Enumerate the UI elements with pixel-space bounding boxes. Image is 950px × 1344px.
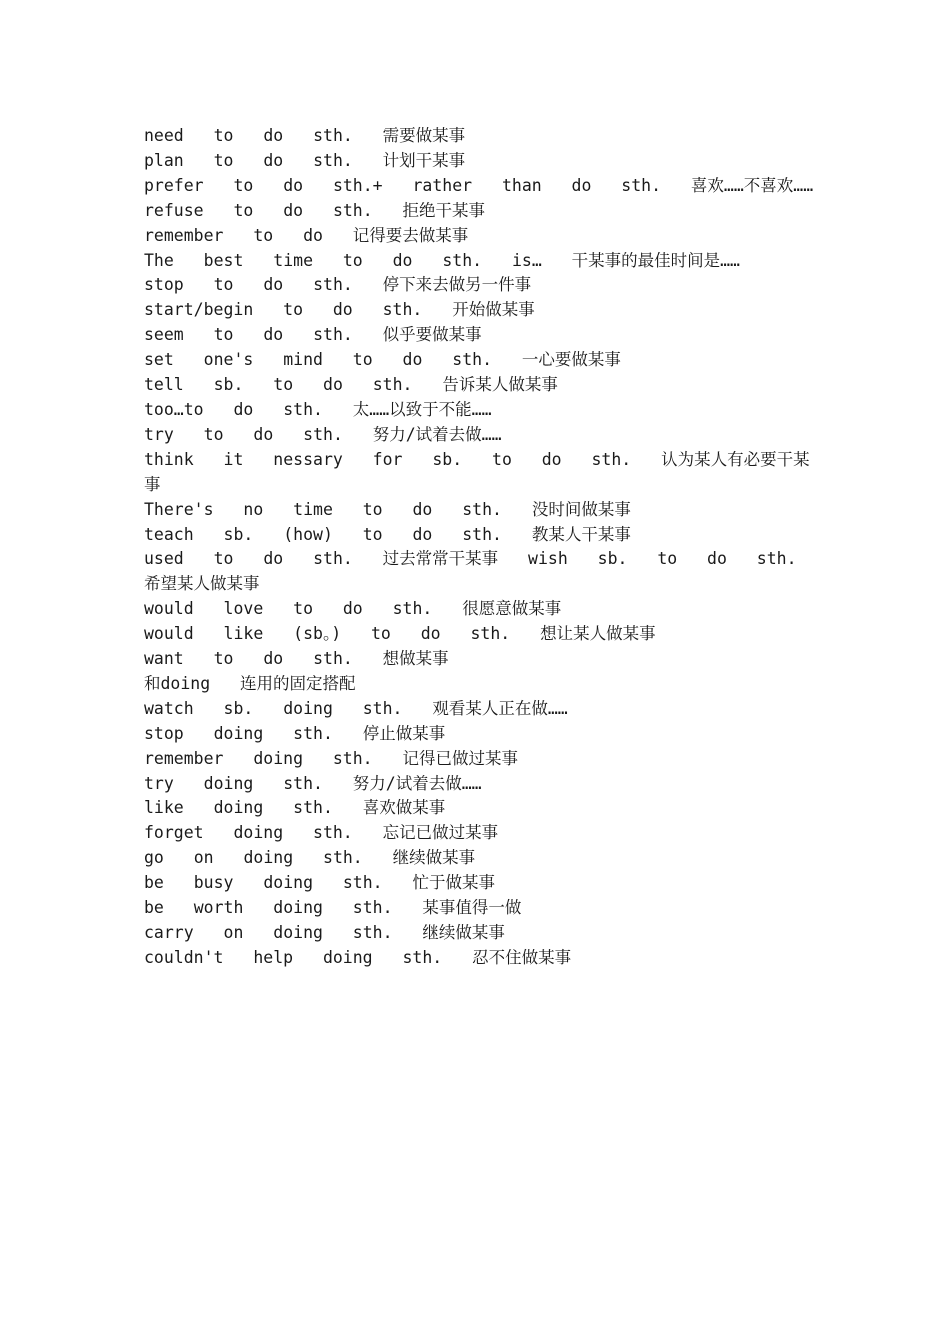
text-line: The best time to do sth. is… 干某事的最佳时间是…… [144,250,740,270]
text-line: teach sb. (how) to do sth. 教某人干某事 [144,524,631,544]
text-line: remember doing sth. 记得已做过某事 [144,748,518,768]
text-line: start/begin to do sth. 开始做某事 [144,300,535,320]
text-line: try doing sth. 努力/试着去做…… [144,773,482,793]
text-line: stop doing sth. 停止做某事 [144,723,446,743]
document-body [144,124,827,971]
text-line: used to do sth. 过去常常干某事 wish sb. to do sth. 希望某人做某事 [144,549,827,594]
text-line: watch sb. doing sth. 观看某人正在做…… [144,698,568,718]
text-line: stop to do sth. 停下来去做另一件事 [144,275,532,295]
text-line: need to do sth. 需要做某事 [144,126,466,145]
text-line: think it nessary for sb. to do sth. 认为某人有必要干某事 [144,449,810,494]
text-line: would love to do sth. 很愿意做某事 [144,599,562,619]
text-line: like doing sth. 喜欢做某事 [144,798,446,818]
text-line: couldn't help doing sth. 忍不住做某事 [144,947,572,967]
text-line: try to do sth. 努力/试着去做…… [144,424,502,444]
text-line: refuse to do sth. 拒绝干某事 [144,200,486,220]
section-heading: 和doing 连用的固定搭配 [144,673,356,693]
text-line: prefer to do sth.+ rather than do sth. 喜欢……不喜欢…… [144,175,814,195]
text-line: carry on doing sth. 继续做某事 [144,923,505,942]
text-line: want to do sth. 想做某事 [144,649,449,669]
text-line: plan to do sth. 计划干某事 [144,150,466,170]
text-line: go on doing sth. 继续做某事 [144,848,476,868]
text-line: would like (sb。) to do sth. 想让某人做某事 [144,624,656,644]
text-line: be busy doing sth. 忙于做某事 [144,873,495,893]
text-line: forget doing sth. 忘记已做过某事 [144,823,499,843]
text-line: tell sb. to do sth. 告诉某人做某事 [144,375,558,395]
text-line: remember to do 记得要去做某事 [144,225,469,245]
text-line: seem to do sth. 似乎要做某事 [144,325,482,345]
text-line: be worth doing sth. 某事值得一做 [144,898,522,918]
text-line: too…to do sth. 太……以致于不能…… [144,399,492,419]
text-line: There's no time to do sth. 没时间做某事 [144,499,631,519]
text-line: set one's mind to do sth. 一心要做某事 [144,350,621,370]
